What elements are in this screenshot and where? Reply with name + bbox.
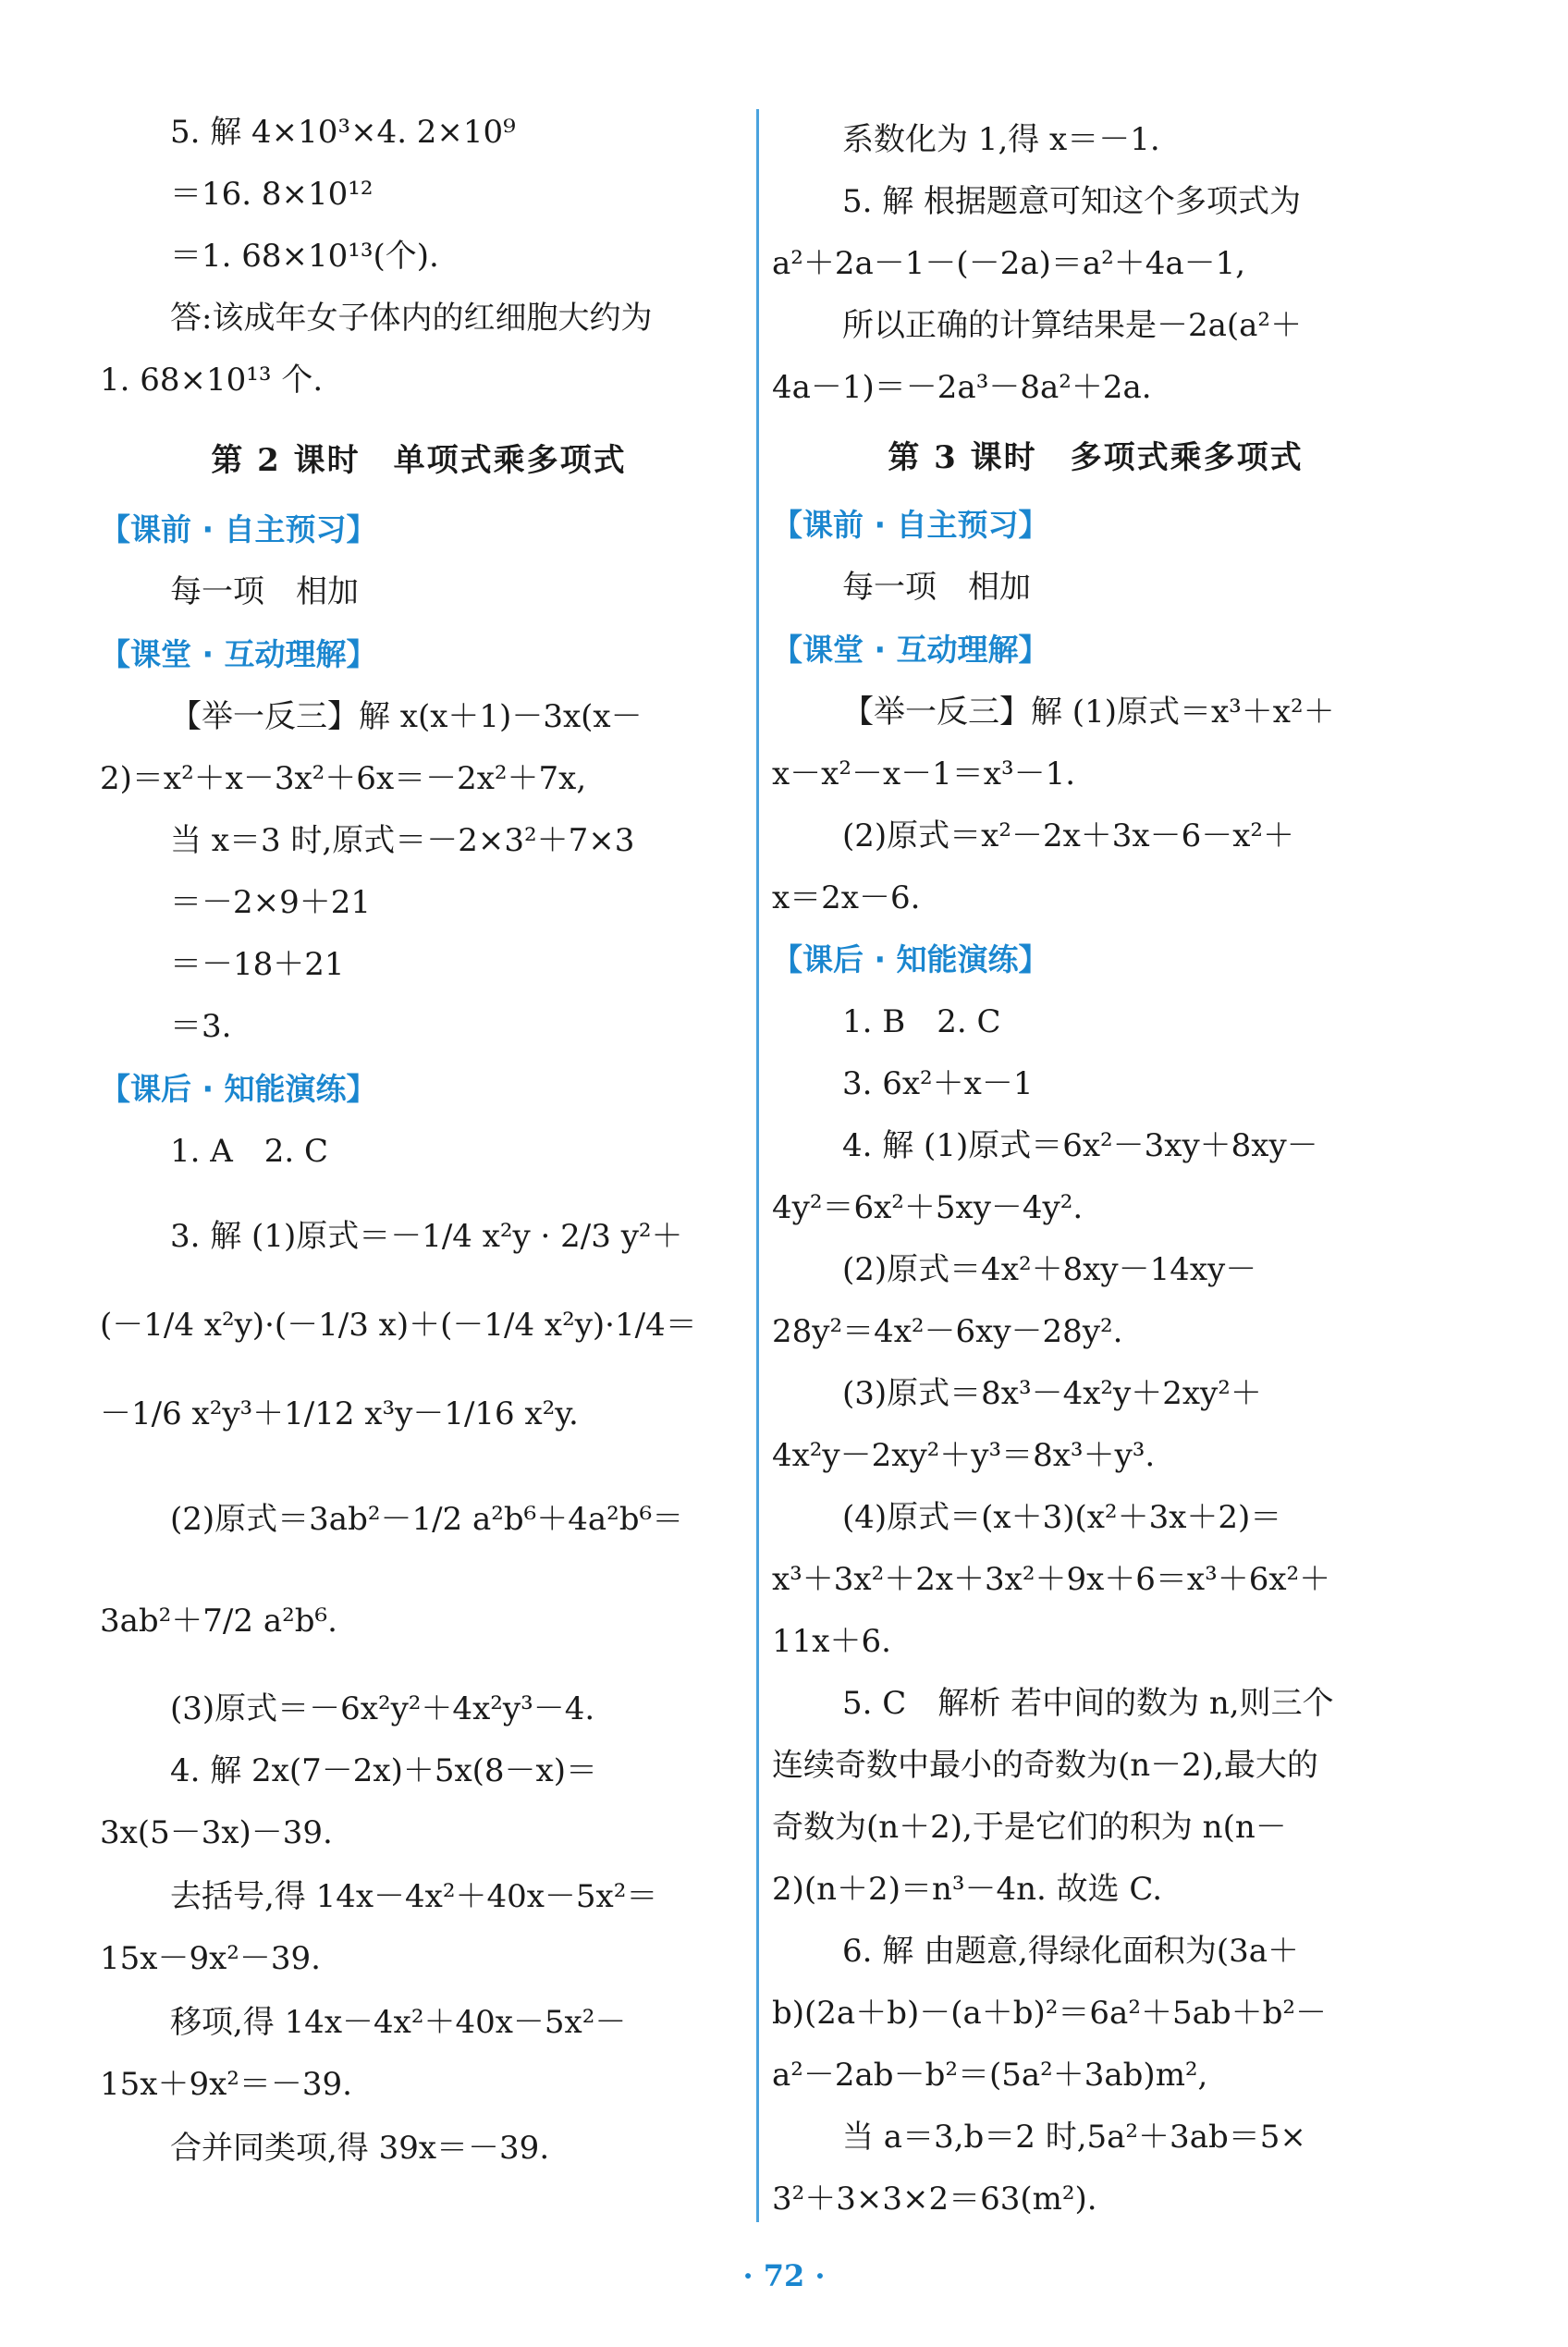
text-line: (2)原式＝4x²＋8xy－14xy－ <box>842 1251 1257 1288</box>
text-line: 2)＝x²＋x－3x²＋6x＝－2x²＋7x, <box>100 760 587 797</box>
text-line: 系数化为 1,得 x＝－1. <box>842 121 1160 158</box>
text-line: 4y²＝6x²＋5xy－4y². <box>772 1189 1084 1226</box>
section-label: 【课堂 · 互动理解】 <box>772 632 1049 668</box>
text-line: 每一项 相加 <box>842 569 1031 606</box>
text-line: a²－2ab－b²＝(5a²＋3ab)m², <box>772 2057 1208 2094</box>
section-label: 【课堂 · 互动理解】 <box>100 636 377 672</box>
lesson-heading: 第 2 课时 单项式乘多项式 <box>211 442 627 479</box>
text-line: (3)原式＝8x³－4x²y＋2xy²＋ <box>842 1375 1262 1412</box>
text-line: 【举一反三】解 x(x＋1)－3x(x－ <box>170 698 643 735</box>
text-line: (2)原式＝x²－2x＋3x－6－x²＋ <box>842 817 1295 854</box>
section-label: 【课后 · 知能演练】 <box>772 941 1049 977</box>
text-line: 1. 68×10¹³ 个. <box>100 362 324 399</box>
column-divider <box>756 109 759 2222</box>
text-line: 5. C 解析 若中间的数为 n,则三个 <box>842 1685 1334 1722</box>
text-line: 11x＋6. <box>772 1623 891 1660</box>
text-line: 去括号,得 14x－4x²＋40x－5x²＝ <box>170 1878 658 1915</box>
text-line: ＝－18＋21 <box>170 946 345 983</box>
text-line: 4x²y－2xy²＋y³＝8x³＋y³. <box>772 1437 1156 1474</box>
text-line: 6. 解 由题意,得绿化面积为(3a＋ <box>842 1933 1300 1970</box>
section-label: 【课后 · 知能演练】 <box>100 1071 377 1107</box>
text-line: x＝2x－6. <box>772 879 921 916</box>
text-line: 5. 解 4×10³×4. 2×10⁹ <box>170 114 516 151</box>
text-line: 15x＋9x²＝－39. <box>100 2066 352 2103</box>
text-line: ＝3. <box>170 1008 232 1045</box>
lesson-heading: 第 3 课时 多项式乘多项式 <box>888 439 1304 476</box>
text-line: 28y²＝4x²－6xy－28y². <box>772 1313 1123 1350</box>
text-line: (4)原式＝(x＋3)(x²＋3x＋2)＝ <box>842 1499 1282 1536</box>
text-line: 15x－9x²－39. <box>100 1940 321 1977</box>
page-number: · 72 · <box>742 2258 826 2293</box>
text-line: 1. B 2. C <box>842 1003 1001 1040</box>
text-line: b)(2a＋b)－(a＋b)²＝6a²＋5ab＋b²－ <box>772 1995 1328 2032</box>
text-line: (－1/4 x²y)·(－1/3 x)＋(－1/4 x²y)·1/4＝ <box>100 1307 697 1344</box>
text-line: －1/6 x²y³＋1/12 x³y－1/16 x²y. <box>100 1395 579 1432</box>
text-line: 4. 解 2x(7－2x)＋5x(8－x)＝ <box>170 1752 597 1789</box>
text-line: 3²＋3×3×2＝63(m²). <box>772 2181 1097 2218</box>
text-line: 3ab²＋7/2 a²b⁶. <box>100 1603 337 1640</box>
text-line: 3. 6x²＋x－1 <box>842 1065 1034 1102</box>
text-line: 2)(n＋2)＝n³－4n. 故选 C. <box>772 1871 1163 1908</box>
text-line: 当 a＝3,b＝2 时,5a²＋3ab＝5× <box>842 2119 1306 2156</box>
text-line: 所以正确的计算结果是－2a(a²＋ <box>842 307 1303 344</box>
text-line: 连续奇数中最小的奇数为(n－2),最大的 <box>772 1747 1318 1784</box>
text-line: 答:该成年女子体内的红细胞大约为 <box>170 300 653 337</box>
text-line: 4. 解 (1)原式＝6x²－3xy＋8xy－ <box>842 1127 1318 1164</box>
text-line: ＝1. 68×10¹³(个). <box>170 238 439 275</box>
text-line: 每一项 相加 <box>170 573 359 610</box>
text-line: 5. 解 根据题意可知这个多项式为 <box>842 183 1302 220</box>
text-line: 3. 解 (1)原式＝－1/4 x²y · 2/3 y²＋ <box>170 1218 683 1255</box>
text-line: ＝－2×9＋21 <box>170 884 372 921</box>
text-line: 【举一反三】解 (1)原式＝x³＋x²＋ <box>842 694 1335 731</box>
text-line: 3x(5－3x)－39. <box>100 1814 333 1851</box>
text-line: x³＋3x²＋2x＋3x²＋9x＋6＝x³＋6x²＋ <box>772 1561 1331 1598</box>
text-line: 奇数为(n＋2),于是它们的积为 n(n－ <box>772 1809 1287 1846</box>
text-line: ＝16. 8×10¹² <box>170 176 374 213</box>
text-line: x－x²－x－1＝x³－1. <box>772 756 1076 793</box>
text-line: (2)原式＝3ab²－1/2 a²b⁶＋4a²b⁶＝ <box>170 1501 684 1538</box>
text-line: 移项,得 14x－4x²＋40x－5x²－ <box>170 2004 627 2041</box>
section-label: 【课前 · 自主预习】 <box>100 511 377 547</box>
text-line: 合并同类项,得 39x＝－39. <box>170 2130 550 2167</box>
text-line: (3)原式＝－6x²y²＋4x²y³－4. <box>170 1690 595 1727</box>
text-line: a²＋2a－1－(－2a)＝a²＋4a－1, <box>772 245 1246 282</box>
text-line: 1. A 2. C <box>170 1133 329 1170</box>
text-line: 4a－1)＝－2a³－8a²＋2a. <box>772 369 1152 406</box>
section-label: 【课前 · 自主预习】 <box>772 507 1049 543</box>
text-line: 当 x＝3 时,原式＝－2×3²＋7×3 <box>170 822 635 859</box>
